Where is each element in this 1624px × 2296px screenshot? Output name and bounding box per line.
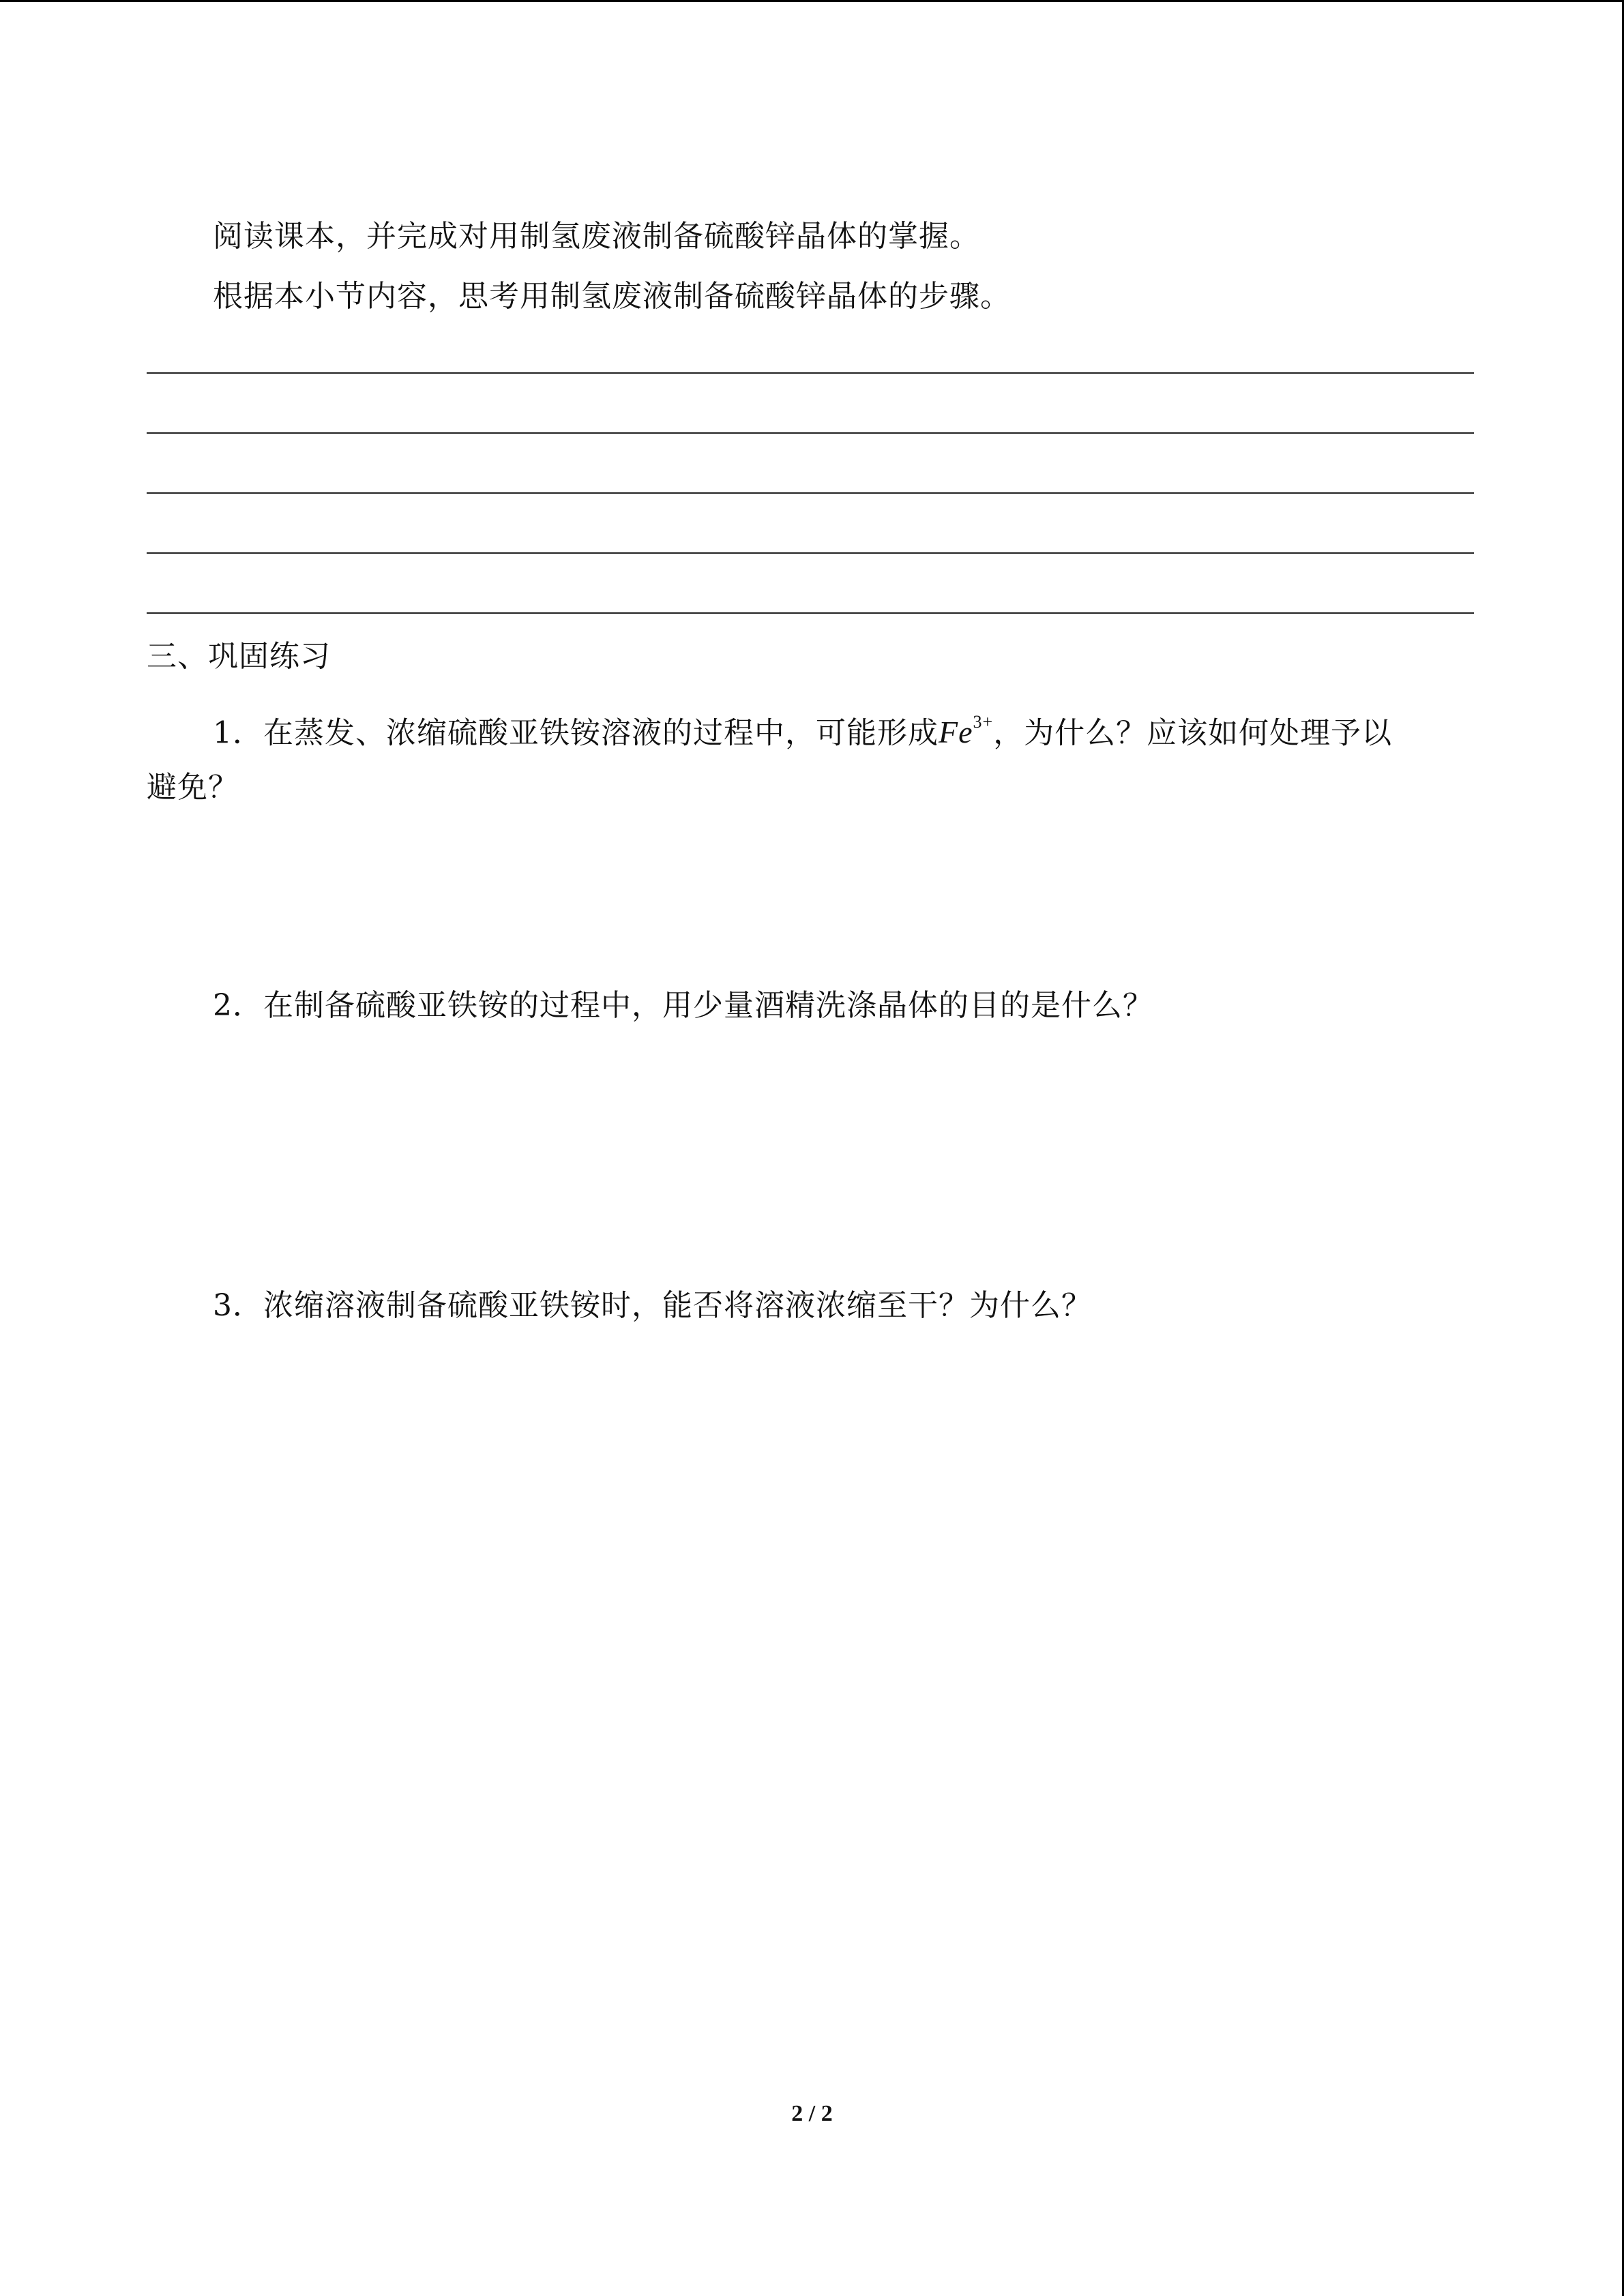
question-1-text-a: 1．在蒸发、浓缩硫酸亚铁铵溶液的过程中，可能形成 (213, 715, 939, 751)
question-3: 3．浓缩溶液制备硫酸亚铁铵时，能否将溶液浓缩至干？为什么？ (213, 1288, 1092, 1323)
question-1-line-1 (213, 706, 1392, 754)
answer-line-4 (147, 552, 1474, 554)
answer-line-2 (147, 432, 1474, 434)
answer-line-3 (147, 492, 1474, 494)
intro-line-1: 阅读课本，并完成对用制氢废液制备硫酸锌晶体的掌握。 (213, 219, 980, 254)
fe3-formula: $Fe^{3+}$ (939, 712, 994, 750)
answer-line-5 (147, 612, 1474, 614)
intro-line-2: 根据本小节内容，思考用制氢废液制备硫酸锌晶体的步骤。 (213, 279, 1011, 314)
answer-line-1 (147, 372, 1474, 374)
question-2: 2．在制备硫酸亚铁铵的过程中，用少量酒精洗涤晶体的目的是什么？ (213, 988, 1153, 1023)
question-1-text-b: ，为什么？应该如何处理予以 (993, 715, 1393, 751)
section-heading: 三、巩固练习 (147, 639, 331, 674)
page-number: 2 / 2 (791, 2101, 833, 2126)
question-1-line-2: 避免？ (147, 770, 239, 805)
